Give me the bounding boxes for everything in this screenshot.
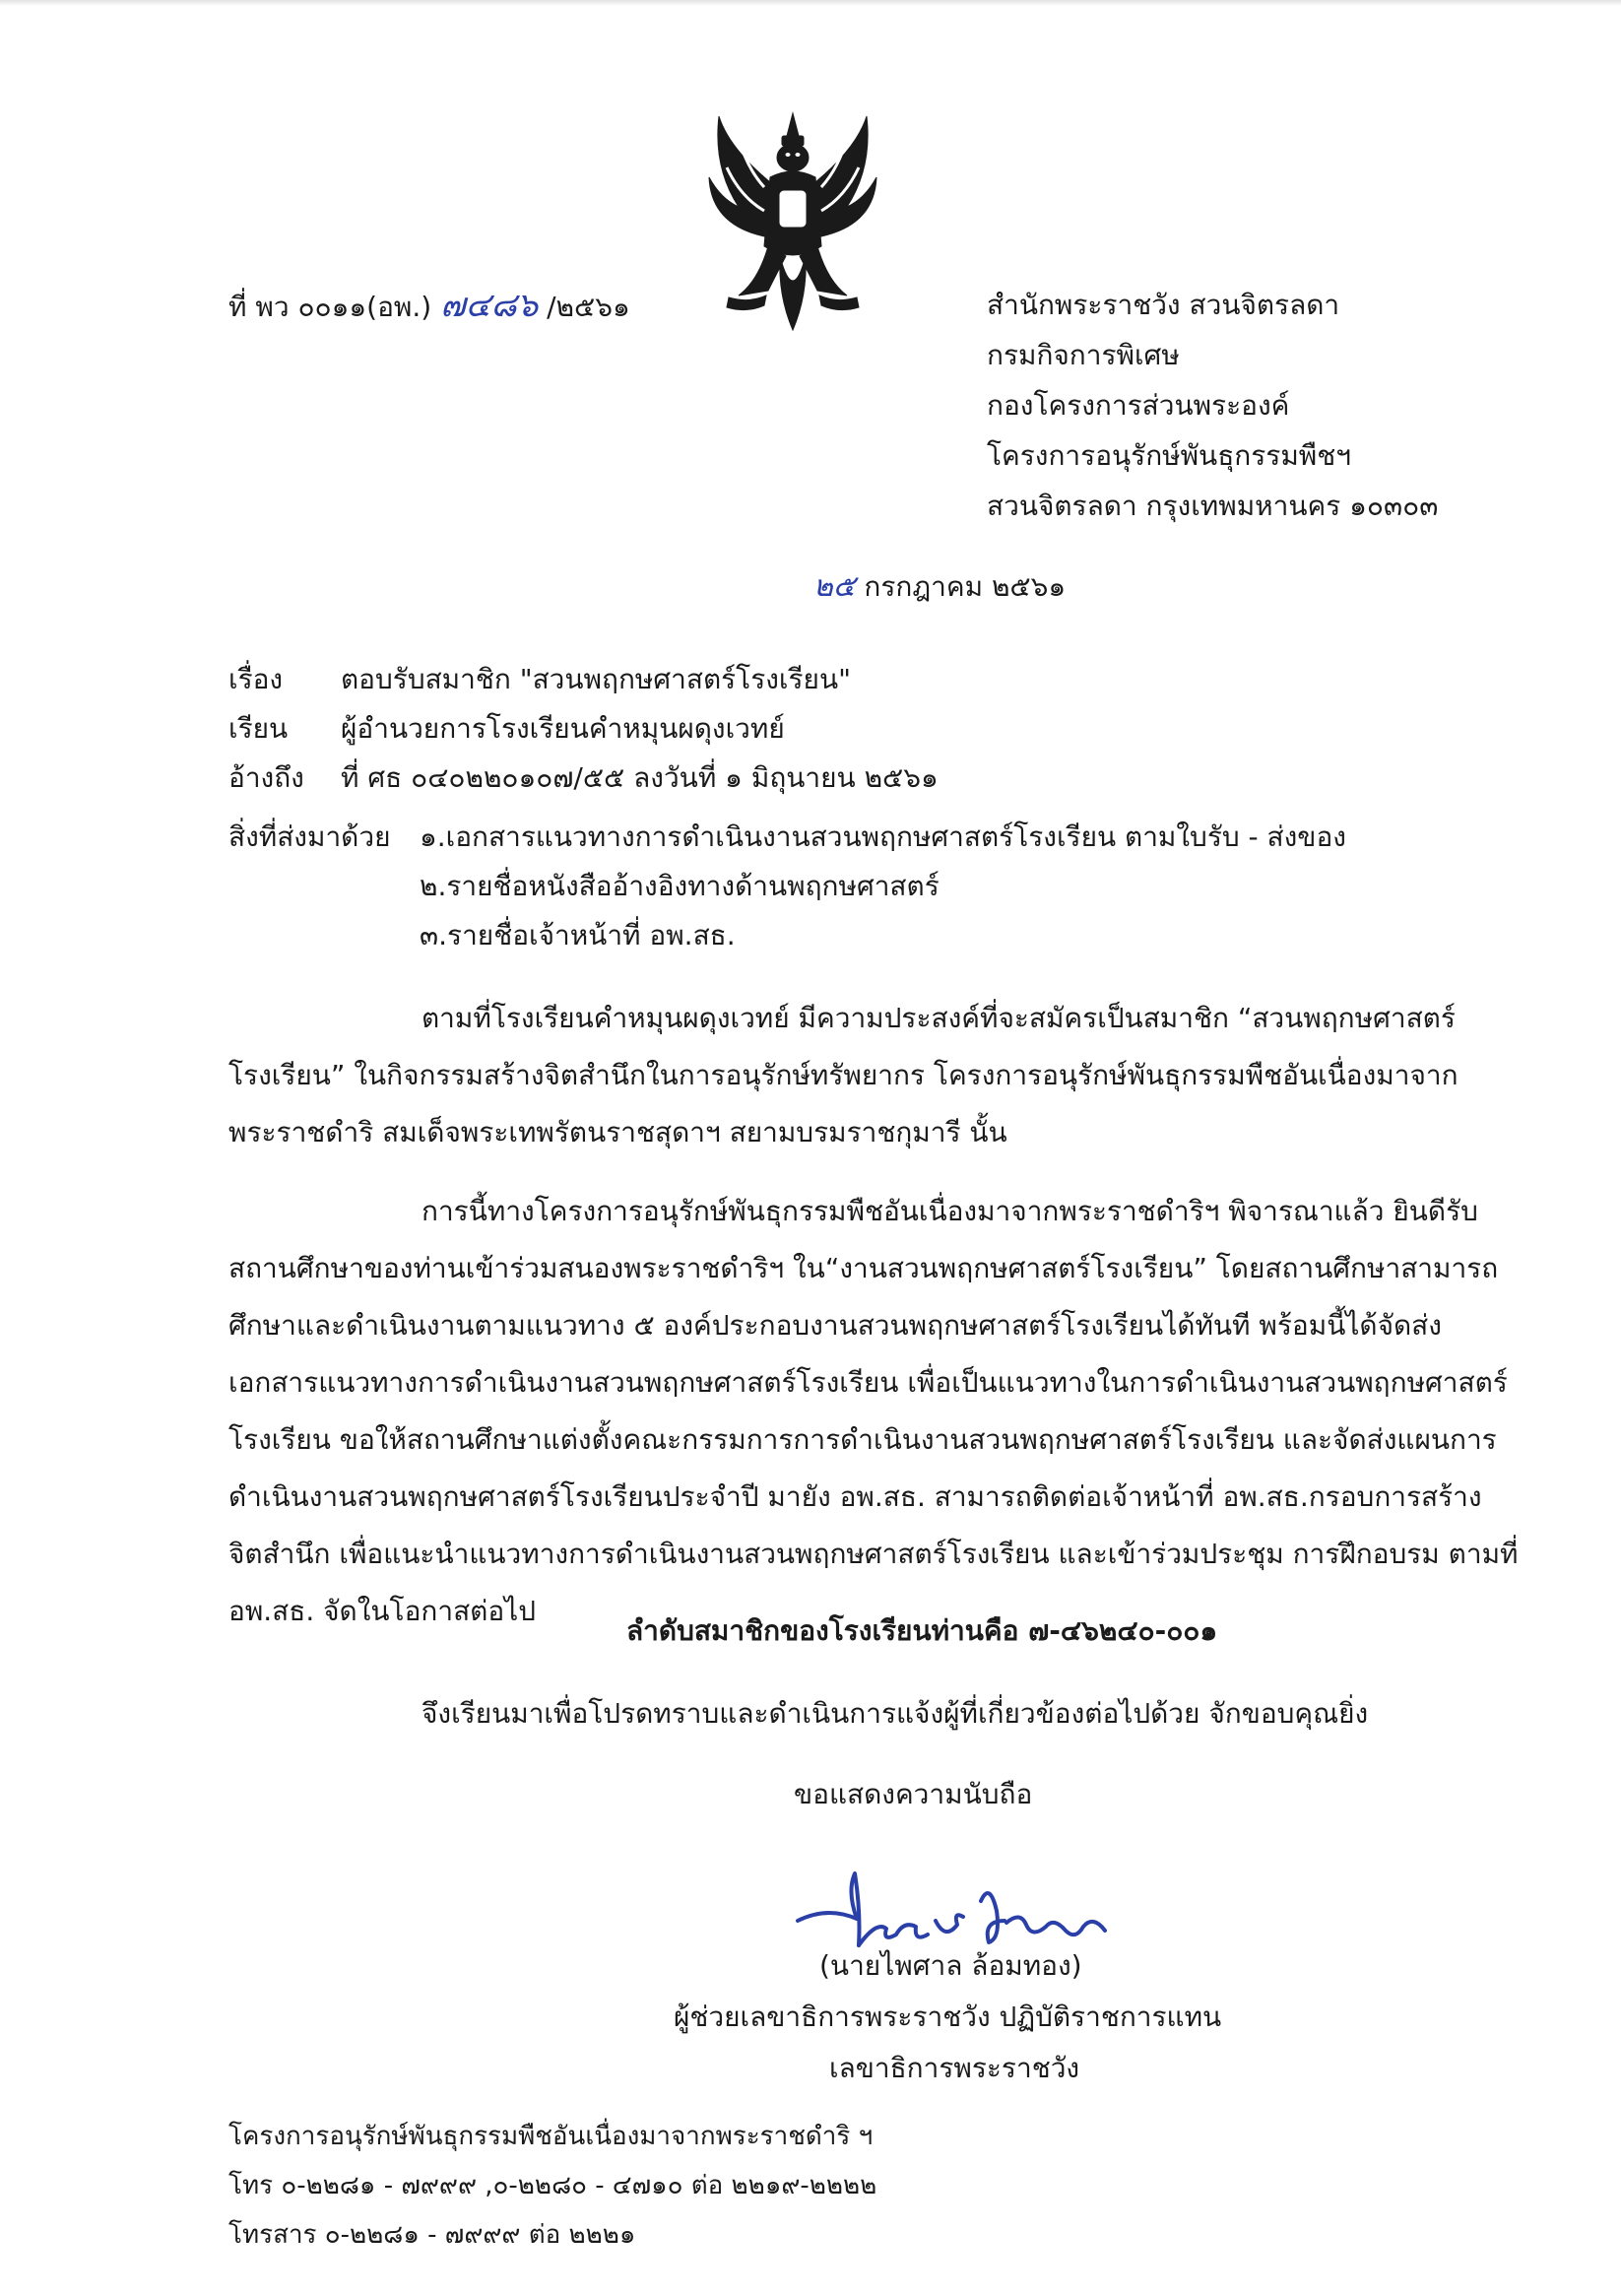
addressee-value: ผู้อำนวยการโรงเรียนคำหมุนผดุงเวทย์ xyxy=(341,712,785,745)
reference-value: ที่ ศธ ๐๔๐๒๒๐๑๐๗/๕๕ ลงวันที่ ๑ มิถุนายน ๒๕๖๑ xyxy=(341,761,939,794)
sender-address-line: กรมกิจการพิเศษ xyxy=(987,339,1180,371)
paragraph-1-line: ตามที่โรงเรียนคำหมุนผดุงเวทย์ มีความประสงค์ที่จะสมัครเป็นสมาชิก “สวนพฤกษศาสตร์ xyxy=(421,1002,1456,1034)
footer-line: โครงการอนุรักษ์พันธุกรรมพืชอันเนื่องมาจากพระราชดำริ ฯ xyxy=(228,2122,874,2151)
letter-date xyxy=(813,565,1066,609)
date-month-year: กรกฎาคม ๒๕๖๑ xyxy=(864,570,1067,603)
subject-value: ตอบรับสมาชิก "สวนพฤกษศาสตร์โรงเรียน" xyxy=(341,663,851,695)
reference-prefix: ที่ พว ๐๐๑๑(อพ.) xyxy=(228,291,432,323)
paragraph-2-line: อพ.สธ. จัดในโอกาสต่อไป xyxy=(228,1595,537,1627)
sender-address-line: สำนักพระราชวัง สวนจิตรลดา xyxy=(987,289,1340,321)
enclosure-item: ๓.รายชื่อเจ้าหน้าที่ อพ.สธ. xyxy=(420,919,736,951)
footer-line: โทรสาร ๐-๒๒๘๑ - ๗๙๙๙ ต่อ ๒๒๒๑ xyxy=(228,2220,636,2250)
subject-label: เรื่อง xyxy=(228,663,284,695)
enclosure-item: ๒.รายชื่อหนังสืออ้างอิงทางด้านพฤกษศาสตร์ xyxy=(420,870,940,902)
paragraph-2-line: การนี้ทางโครงการอนุรักษ์พันธุกรรมพืชอันเนื่องมาจากพระราชดำริฯ พิจารณาแล้ว ยินดีรับ xyxy=(421,1195,1478,1227)
complimentary-close: ขอแสดงความนับถือ xyxy=(794,1778,1033,1810)
signatory-title: เลขาธิการพระราชวัง xyxy=(829,2052,1080,2084)
footer-line: โทร ๐-๒๒๘๑ - ๗๙๙๙ ,๐-๒๒๘๐ - ๔๗๑๐ ต่อ ๒๒๑๙-๒๒๒๒ xyxy=(228,2171,877,2200)
signatory-title: ผู้ช่วยเลขาธิการพระราชวัง ปฏิบัติราชการแทน xyxy=(674,2001,1222,2033)
paragraph-2-line: โรงเรียน ขอให้สถานศึกษาแต่งตั้งคณะกรรมการการดำเนินงานสวนพฤกษศาสตร์โรงเรียน และจัดส่งแผนการ xyxy=(228,1423,1497,1456)
enclosures-label: สิ่งที่ส่งมาด้วย xyxy=(228,820,391,853)
enclosure-item: ๑.เอกสารแนวทางการดำเนินงานสวนพฤกษศาสตร์โรงเรียน ตามใบรับ - ส่งของ xyxy=(420,820,1346,853)
paragraph-1-line: โรงเรียน” ในกิจกรรมสร้างจิตสำนึกในการอนุรักษ์ทรัพยากร โครงการอนุรักษ์พันธุกรรมพืชอันเนื่องมาจาก xyxy=(228,1059,1459,1091)
member-number: ลำดับสมาชิกของโรงเรียนท่านคือ ๗-๔๖๒๔๐-๐๐๑ xyxy=(626,1614,1218,1647)
sender-address-line: สวนจิตรลดา กรุงเทพมหานคร ๑๐๓๐๓ xyxy=(987,490,1439,522)
reference-number xyxy=(228,284,630,329)
reference-handwritten-number: ๗๔๘๖ xyxy=(440,286,539,325)
sender-address-line: กองโครงการส่วนพระองค์ xyxy=(987,389,1290,422)
paragraph-2-line: จิตสำนึก เพื่อแนะนำแนวทางการดำเนินงานสวนพฤกษศาสตร์โรงเรียน และเข้าร่วมประชุม การฝึกอบรม ตามที่ xyxy=(228,1538,1519,1570)
paragraph-2-line: ดำเนินงานสวนพฤกษศาสตร์โรงเรียนประจำปี มายัง อพ.สธ. สามารถติดต่อเจ้าหน้าที่ อพ.สธ.กรอบการสร้าง xyxy=(228,1480,1482,1513)
paragraph-2-line: เอกสารแนวทางการดำเนินงานสวนพฤกษศาสตร์โรงเรียน เพื่อเป็นแนวทางในการดำเนินงานสวนพฤกษศาสตร์ xyxy=(228,1366,1508,1399)
reference-year: /๒๕๖๑ xyxy=(547,291,630,323)
paragraph-2-line: สถานศึกษาของท่านเข้าร่วมสนองพระราชดำริฯ ใน“งานสวนพฤกษศาสตร์โรงเรียน” โดยสถานศึกษาสามารถ xyxy=(228,1252,1499,1284)
garuda-emblem-icon xyxy=(699,108,886,335)
sender-address-line: โครงการอนุรักษ์พันธุกรรมพืชฯ xyxy=(987,439,1351,472)
paragraph-1-line: พระราชดำริ สมเด็จพระเทพรัตนราชสุดาฯ สยามบรมราชกุมารี นั้น xyxy=(228,1116,1007,1148)
reference-label: อ้างถึง xyxy=(228,761,304,794)
page-top-edge xyxy=(0,0,1621,6)
date-handwritten-day: ๒๕ xyxy=(813,569,856,604)
signatory-name: (นายไพศาล ล้อมทอง) xyxy=(819,1949,1082,1982)
paragraph-2-line: ศึกษาและดำเนินงานตามแนวทาง ๕ องค์ประกอบงานสวนพฤกษศาสตร์โรงเรียนได้ทันที พร้อมนี้ได้จัดส่ง xyxy=(228,1309,1442,1342)
addressee-label: เรียน xyxy=(228,712,289,745)
closing-request: จึงเรียนมาเพื่อโปรดทราบและดำเนินการแจ้งผู้ที่เกี่ยวข้องต่อไปด้วย จักขอบคุณยิ่ง xyxy=(421,1697,1369,1730)
